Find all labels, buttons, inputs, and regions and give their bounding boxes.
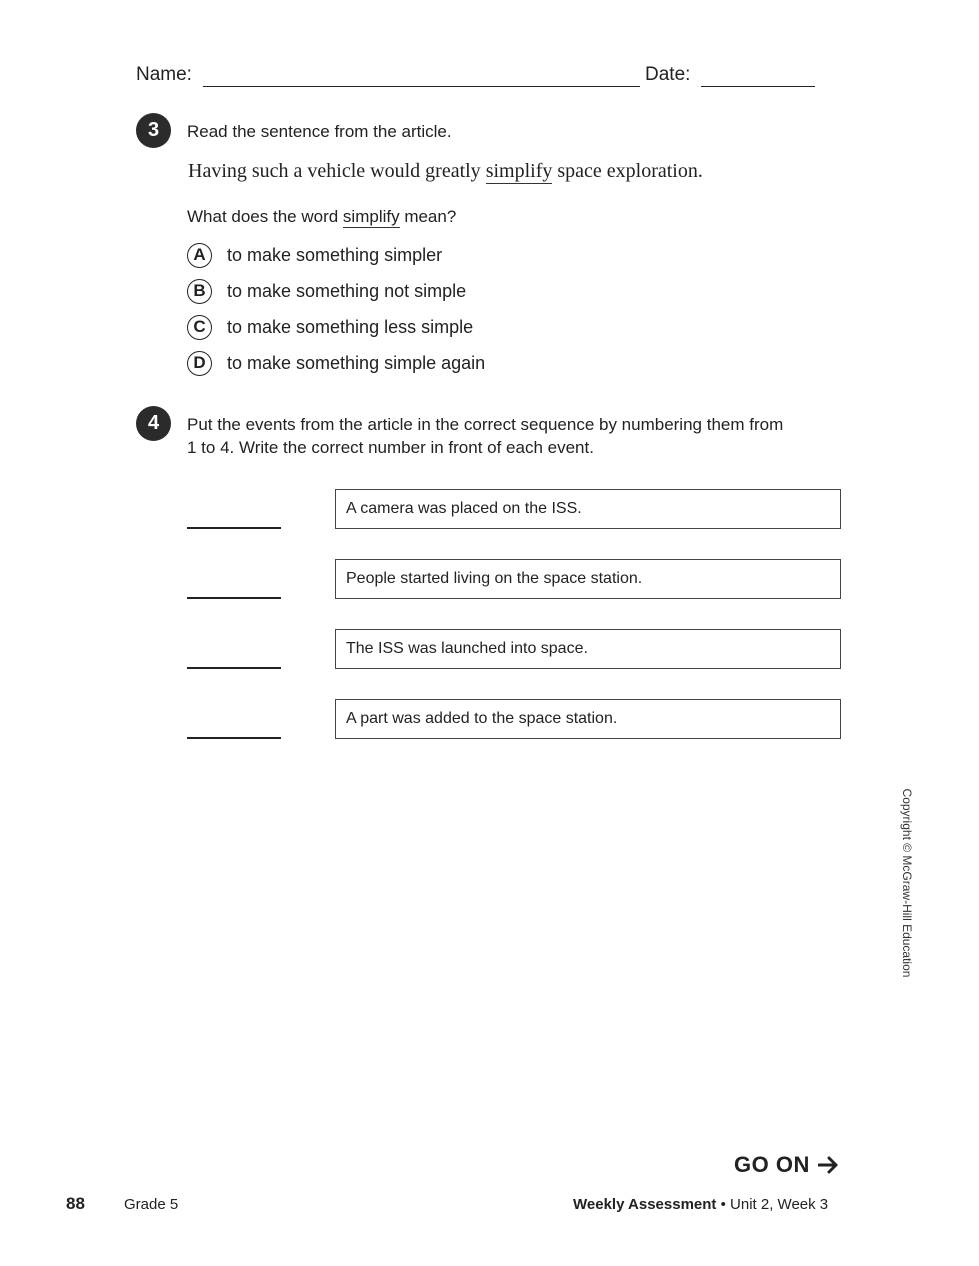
sequence-answer-line-2[interactable] <box>187 597 281 599</box>
choice-b-text: to make something not simple <box>227 280 467 301</box>
question-4-prompt-line-2: 1 to 4. Write the correct number in front of each event. <box>187 438 594 457</box>
assessment-title: Weekly Assessment <box>573 1196 717 1213</box>
event-box-1: A camera was placed on the ISS. <box>335 489 841 529</box>
question-4-number: 4 <box>136 406 171 441</box>
choice-c-text: to make something less simple <box>227 316 474 337</box>
question-3-number: 3 <box>136 113 171 148</box>
article-sentence <box>188 160 703 183</box>
choice-b[interactable] <box>187 277 466 305</box>
choice-c-bubble[interactable]: C <box>187 315 212 340</box>
question-4-prompt-line-1: Put the events from the article in the correct sequence by numbering them from <box>187 415 784 434</box>
name-field[interactable] <box>203 86 640 87</box>
event-box-4: A part was added to the space station. <box>335 699 841 739</box>
choice-d[interactable] <box>187 349 485 377</box>
sentence-underlined-word: simplify <box>485 160 553 182</box>
question-underlined-word: simplify <box>342 207 400 226</box>
event-box-3: The ISS was launched into space. <box>335 629 841 669</box>
assessment-label <box>573 1196 828 1213</box>
page-number: 88 <box>66 1194 85 1213</box>
choice-a-text: to make something simpler <box>227 244 443 265</box>
choice-b-bubble[interactable]: B <box>187 279 212 304</box>
sentence-part-2: space exploration. <box>552 160 703 182</box>
go-on-label: GO ON <box>734 1152 810 1177</box>
sequence-answer-line-4[interactable] <box>187 737 281 739</box>
question-part-2: mean? <box>399 207 457 226</box>
sentence-part-1: Having such a vehicle would greatly <box>188 160 486 182</box>
question-part-1: What does the word <box>187 207 343 226</box>
date-field[interactable] <box>701 86 815 87</box>
unit-week: Unit 2, Week 3 <box>730 1196 829 1213</box>
footer-bullet: • <box>720 1196 726 1213</box>
go-on-indicator <box>734 1152 840 1178</box>
choice-d-text: to make something simple again <box>227 352 486 373</box>
question-3-prompt: Read the sentence from the article. <box>187 122 452 141</box>
choice-c[interactable] <box>187 313 473 341</box>
event-box-2: People started living on the space station. <box>335 559 841 599</box>
date-label: Date: <box>645 64 691 85</box>
name-label: Name: <box>136 64 192 85</box>
question-3-question <box>187 205 456 228</box>
choice-d-bubble[interactable]: D <box>187 351 212 376</box>
copyright-notice: Copyright © McGraw-Hill Education <box>900 788 914 978</box>
name-date-row <box>136 62 816 92</box>
choice-a-bubble[interactable]: A <box>187 243 212 268</box>
sequence-answer-line-1[interactable] <box>187 527 281 529</box>
right-arrow-icon <box>818 1156 840 1174</box>
sequence-answer-line-3[interactable] <box>187 667 281 669</box>
grade-label: Grade 5 <box>124 1196 179 1213</box>
question-4-prompt <box>187 413 847 459</box>
choice-a[interactable] <box>187 241 442 269</box>
